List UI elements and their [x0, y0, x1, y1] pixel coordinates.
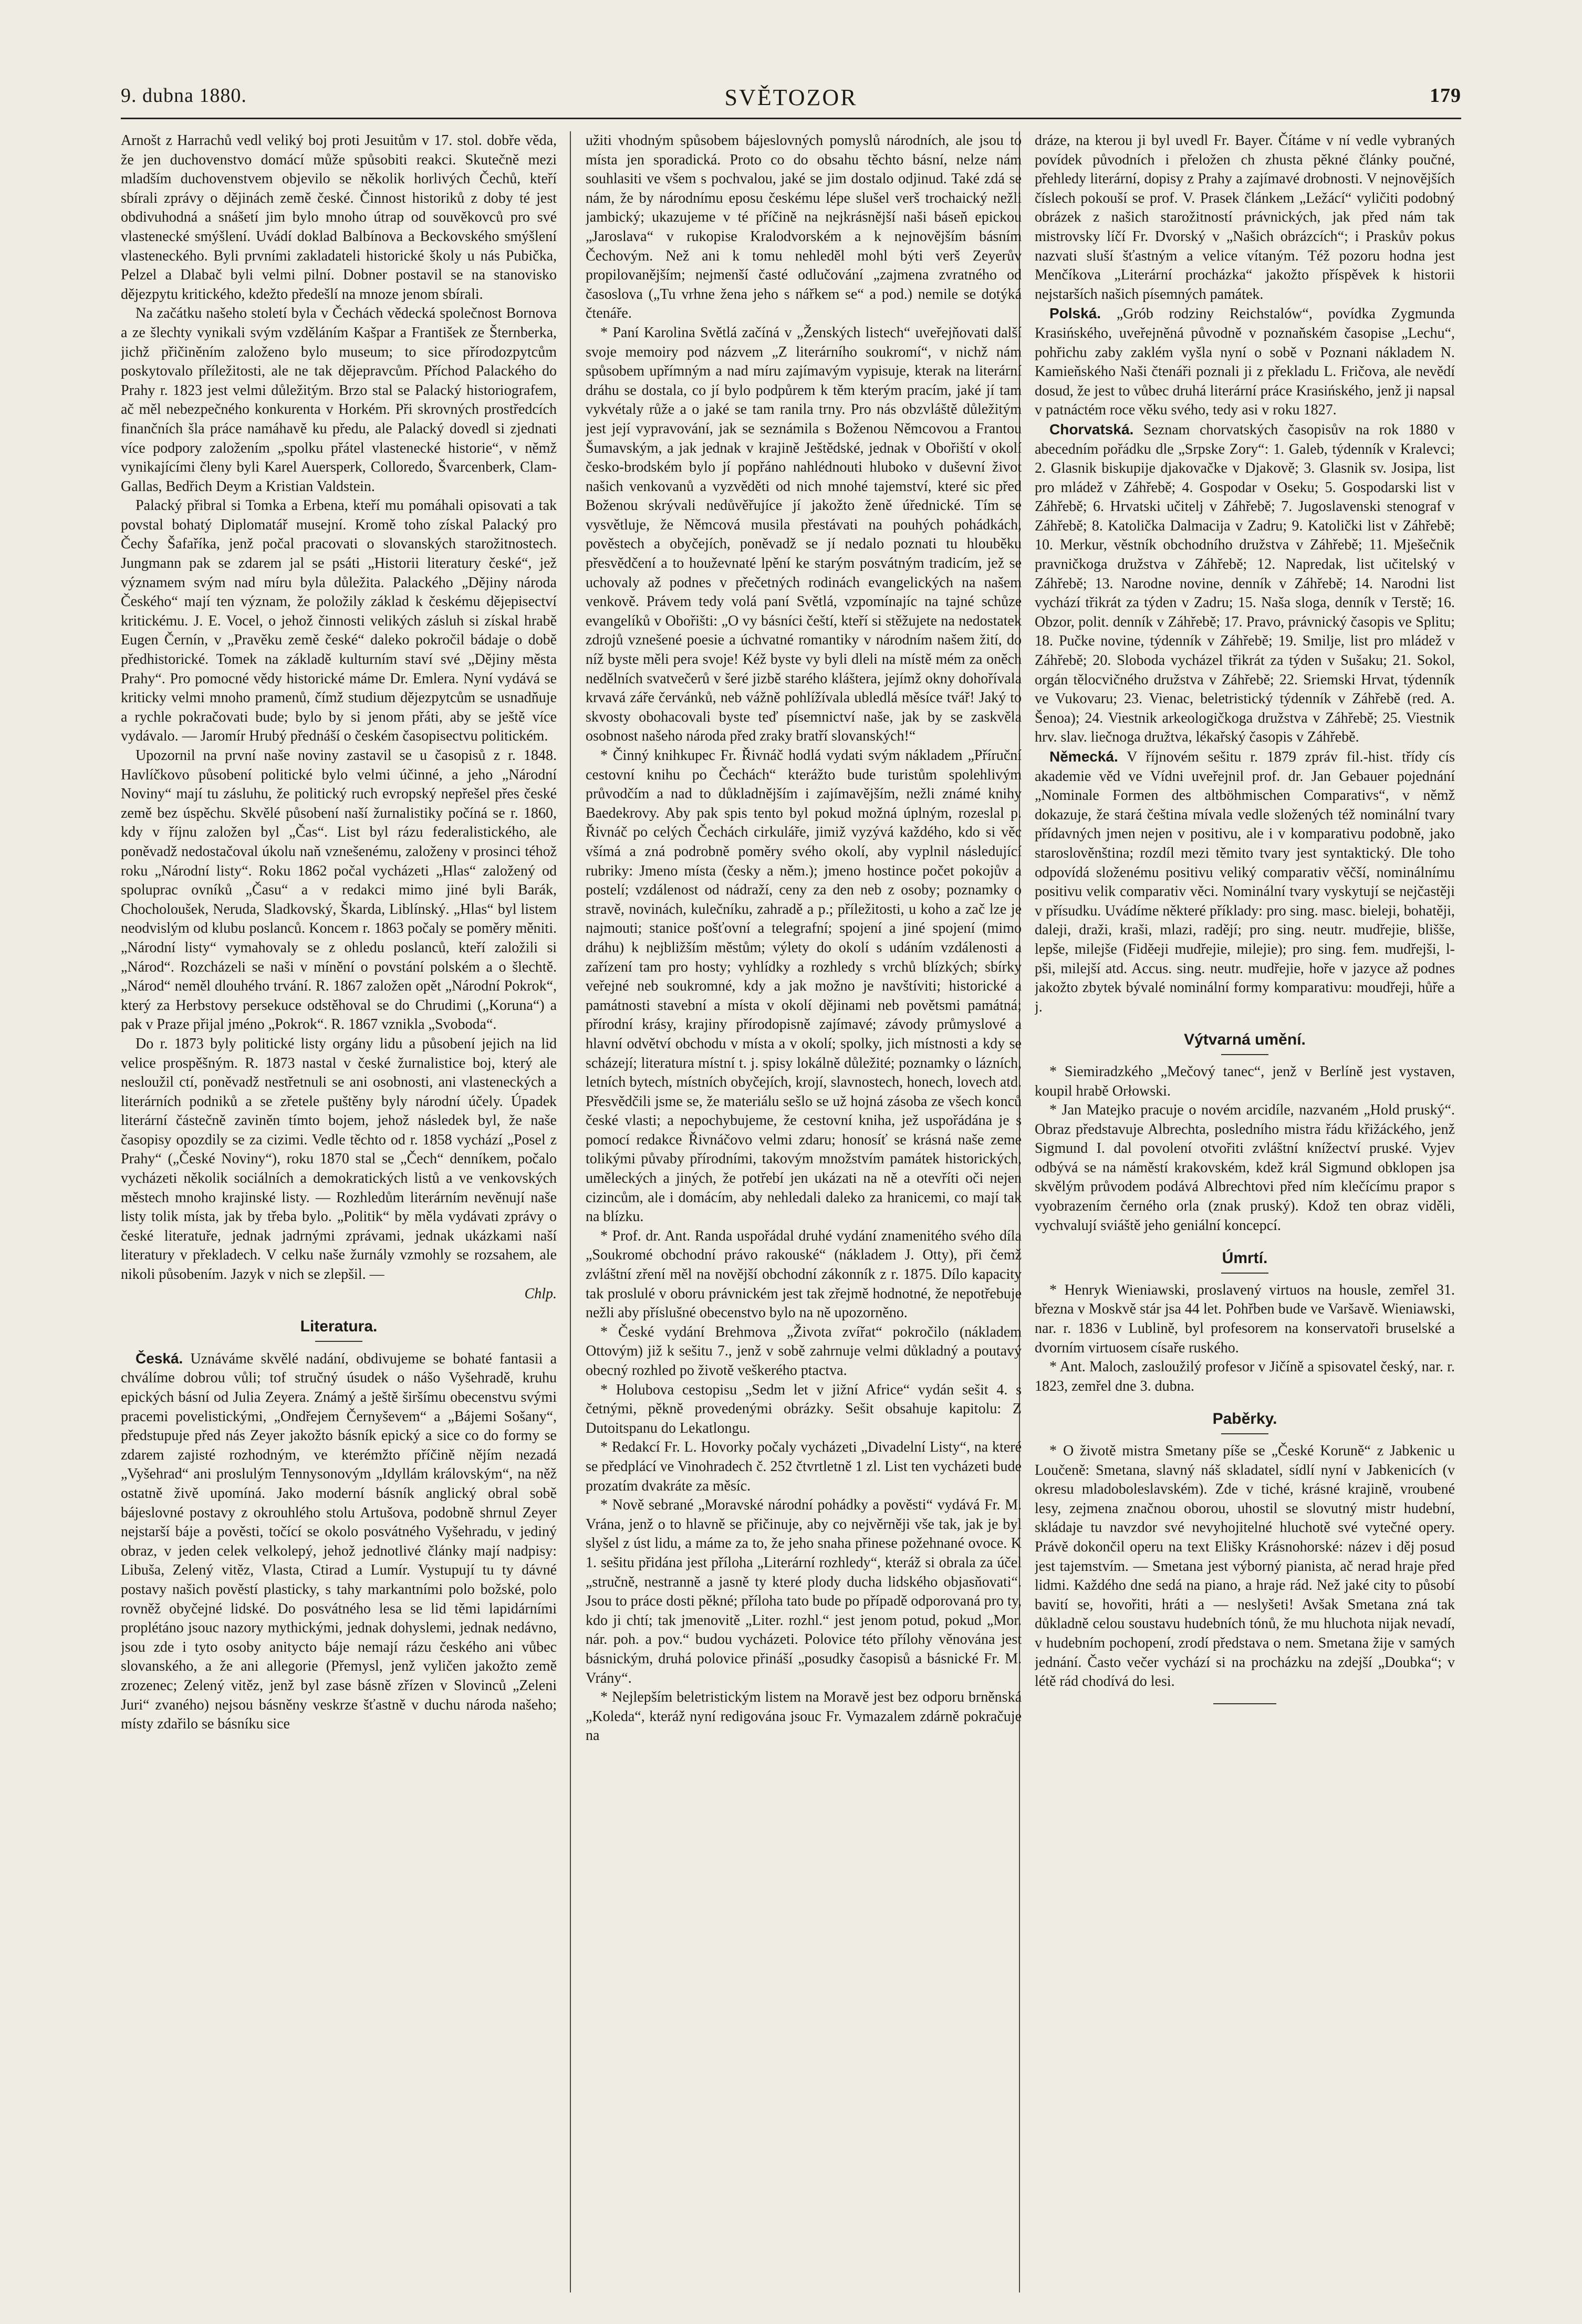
news-item: * Redakcí Fr. L. Hovorky počaly vycházeti „Divadelní Listy“, na které se předplácí ve Vinohradech č. 252 čtvrtletně 1 zl. List ten vycházeti bude prozatím dvakráte za měsíc. — [586, 1439, 1022, 1494]
subsection-lead-ceska: Česká. — [136, 1350, 183, 1367]
news-item: V říjnovém sešitu r. 1879 zpráv fil.-hist. třídy cís akademie věd ve Vídni uveřejnil prof. dr. Jan Gebauer pojednání „Nominale Formen des altböhmischen Comparativs“, v němž dokazuje, že stará čeština mívala vedle složených též nominální tvary přídavných jmen nejen v positivu, ale i v komparativu podobně, jako staroslověnština; rozdíl mezi těmito tvary jest syntaktický. Dle toho odpovídá složenému positivu veliký comparativ věčší, nominálnímu positivu velik comparativ věci. Nominální tvary vyskytují se nejčastěji v přísudku. Uvádíme některé příklady: pro sing. masc. bieleji, bohatěji, daleji, draži, kraši, mlazi, radějí; pro sing. neutr. mudřejie, blišše, lepše, milejše (Fiděeji mudřejie, milejie); pro sing. fem. mudřejši, l-pši, milejší atd. Accus. sing. neutr. mudřejie, hoře v jazyce až podnes jakožto zbytek bývalé nominální formy komparativu: moudřeji, hůře a j. — [1035, 749, 1455, 1015]
news-item: „Grób rodziny Reichstalów“, povídka Zygmunda Krasińského, uveřejněná původně v poznaňském časopise „Lechu“, pohřichu zaby zaklém vyšla nyní o sobě v Poznani nákladem N. Kamieňského Naši čtenáři poznali ji z překladu L. Fričova, ale nevědí dosud, že jest to vůbec druhá literární práce Krasińského, jenž ji napsal v patnáctém roce věku svého, tedy asi v roku 1827. — [1035, 306, 1455, 419]
obituary-item: * Ant. Maloch, zasloužilý profesor v Jičíně a spisovatel český, nar. r. 1823, zemřel dne 3. dubna. — [1035, 1359, 1455, 1394]
obituary-item: * Henryk Wieniawski, proslavený virtuos na housle, zemřel 31. března v Moskvě stár jsa 44 let. Pohřben bude ve Varšavě. Wieniawski, nar. r. 1836 v Lublině, byl profesorem na konservatoři bruselské a dvorním virtuosem císaře ruského. — [1035, 1281, 1455, 1356]
literature-paragraph: užiti vhodným spůsobem bájeslovných pomyslů národních, ale jsou to místa jen sporadická. Proto co do obsahu těchto básní, nelze nám souhlasiti ve všem s pochvalou, jaké se jim dostalo odjinud. Také zdá se nám, že by národnímu eposu českému lépe slušel verš trochaický nežli jambický; ukazujeme v té příčině na nejkrásnější naši báseň epickou „Jaroslava“ v rukopise Kralodvorském a k nejnovějším básním Čechovým. Než ani k tomu nehleděl mohl býti verš Zeyerův propilovanějším; nejmenší časté odlučování „zajmena zvratného od časoslova („Tu vrhne žena jeho s nářkem se“ a pod.) nemile se dotýká čtenáře. — [586, 132, 1022, 322]
section-rule — [1221, 1054, 1268, 1055]
section-rule — [315, 1341, 362, 1342]
news-item: * Činný knihkupec Fr. Řivnáč hodlá vydati svým nákladem „Příruční cestovní knihu po Čechách“ kterážto bude turistům spolehlivým průvodčím a nad to důkladnějším i zajímavějším, nežli známé knihy Baedekrovy. Aby pak spis tento byl pokud možná úplným, rozeslal p. Řivnáč po celých Čechách cirkuláře, jimiž vyzývá každého, kdo si věc všímá a zná podrobně poměry svého okolí, aby vyplnil následující rubriky: Jmeno místa (česky a něm.); jmeno hostince počet pokojův a postelí; vzdálenost od nádraží, ceny za den neb z osoby; poznamky o stravě, novinách, kulečníku, zahradě a p.; příležitosti, u koho a zač lze je najmouti; stanice pošťovní a telegrafní; spojení a jiné spojení (mimo dráhu) k nejbližším městům; výlety do okolí s udáním vzdálenosti a zařízení tam pro hosty; vyhlídky a rozhledy s vrchů blízkých; sbírky veřejné neb soukromné, kdy a jak možno je navštíviti; historické a památnosti stavební a místa v okolí dějinami neb povětsmi památná; přírodní krásy, krajiny přírodopisně zajímavé; závody průmyslové a hlavní odvětví obchodu v místa a v okolí; spolky, jich místnosti a kdy se scházejí; literatura místní t. j. spisy lokálně důležité; poznamky o lázních, letních bytech, místních obyčejích, krojí, slavnostech, honech, lovech atd. Přesvědčili jsme se, že materiálu sešlo se už hojná zásoba ze všech konců české vlasti; a nepochybujeme, že cestovní kniha, jež uspořádána je s pomocí redakce Řivnáčovo velmi zdaru; honosíť se krásná naše zeme tolikými půvaby přírodními, takovým množstvím památek historických, uměleckých a jiných, že potřebí jen ukázati na ně a otevříti oči nejen cizincům, ale i domácím, aby nehledali daleko za hranicemi, co mají tak na blízku. — [586, 747, 1022, 1225]
column-1 — [121, 131, 557, 2292]
column-2 — [586, 131, 1022, 2292]
literature-paragraph: Uznáváme skvělé nadání, obdivujeme se bohaté fantasii a chválíme dobrou vůli; tof stručný úsudek o nášo Vyšehradě, kruhu epických básní od Julia Zeyera. Známý a ještě širšímu obecenstvu svými pracemi povelistickými, „Ondřejem Černyševem“ a „Bájemi Sošany“, předstupuje před nás Zeyer jakožto básník epický a sice co do formy se zdarem zajisté rozhodným, ve kterémžto příčině nějím nezadá „Vyšehrad“ ani proslulým Tennysonovým „Idyllám královským“, na něž ostatně živě upomíná. Jako moderní básník anglický obral sobě bájeslovné postavy z okrouhlého stolu Artušova, podobně shrnul Zeyer nejstarší báje a pověsti, točící se okolo posvátného Vyšehradu, v jediný obraz, v jeden celek velkolepý, jehož jednotlivé články mají nadpisy: Libuša, Zelený vitěz, Vlasta, Ctirad a Lumír. Vystupují tu ty dávné postavy našich pověstí plasticky, s tahy markantními polo božské, polo rovněž obyčejné lidské. Do posvátného lesa se lid těmi lapidárními proplétáno jsouc nazory mythickými, jednak dohyslemi, jednak nedávno, jsou zde i tyto osoby anitycto báje nemají rázu českého ani vůbec slovanského, a že ani allegorie (Přemysl, jenž vyličen jakožto země zrozenec; Zelený vitěz, jenž byl zase básně zřízen v Slovinců „Zeleni Juri“ zvaného) nejsou básněny veskrze šťastně v duchu národa našeho; místy zdařilo se básníku sice — [121, 1350, 557, 1733]
news-item: * O životě mistra Smetany píše se „České Koruně“ z Jabkenic u Loučeně: Smetana, slavný náš skladatel, sídlí nyní v Jabkenicích (v okresu mladoboleslavském). Zde v tiché, krásné krajině, vroubené lesy, zejmena značnou oborou, uhostil se slovutný mistr hudební, skládaje tu navzdor své nevyhojitelné hluchotě své vytečné opery. Právě dokončil operu na text Elišky Krásnohorské: název i děj posud jest tajemstvím. — Smetana jest výborný pianista, ač nerad hraje před lidmi. Každého dne sedá na piano, a hraje rád. Než jaké city to působí bavití se, hovořiti, hráti a — neslyšeti! Avšak Smetana zná tak důkladně celou soustavu hudebních tónů, že mu hluchota nijak nevadí, v hudebním pochopení, zrodí představa o nem. Smetana žije v samých jednání. Často večer vychází si na procházku na zdejší „Doubka“; v létě rád chodívá do lesi. — [1035, 1443, 1455, 1690]
history-paragraph: Arnošt z Harrachů vedl veliký boj proti Jesuitům v 17. stol. dobře věda, že jen duchovenstvo domácí může spůsobiti reakci. Skutečně mezi mladším duchovenstvem objevilo se několik horlivých Čechů, kteří sbírali zprávy o dějinách země české. Činnost historiků z doby té jest obdivuhodná a snášetí jim bylo mnoho útrap od souvěkovců pro své vlastenecké smýšlení. Uvádí doklad Balbínova a Beckovského smýšlení vlasteneckého. Byli prvními zakladateli historické školy u nás Pubička, Pelzel a Dlabač byli velmi pilní. Dobner postavil se na stanovisko dějezpytu kritického, kdežto předešlí na mnoze jenom sbírali. — [121, 132, 557, 303]
journal-title: SVĚTOZOR — [724, 85, 858, 110]
page-header — [121, 74, 1461, 121]
section-rule — [1221, 1433, 1268, 1434]
news-item: * Nejlepším beletristickým listem na Moravě jest bez odporu brněnská „Koleda“, kteráž nyní redigována jsouc Fr. Vymazalem zdárně pokračuje na — [586, 1689, 1022, 1744]
issue-date: 9. dubna 1880. — [121, 85, 247, 107]
news-item: Seznam chorvatských časopisův na rok 1880 v abecedním pořádku dle „Srpske Zory“: 1. Galeb, týdenník v Kralevci; 2. Glasnik biskupije djakovačke v Djakově; 3. Glasnik sv. Josipa, list pro mládež v Záhřebě; 4. Gospodar v Oseku; 5. Gospodarski list v Záhřebě; 6. Hrvatski učitelj v Záhřebě; 7. Jugoslavenski stenograf v Záhřebě; 8. Katolička Dalmacija v Zadru; 9. Katolički list v Záhřebě; 10. Merkur, věstník obchodního družstva v Záhřebě; 11. Mješečnik pravničkoga družstva v Záhřebě; 12. Napredak, list učitelský v Záhřebě; 13. Narodne novine, denník v Záhřebě; 14. Narodni list vychází třikrát za týden v Zadru; 15. Naša sloga, denník v Terstě; 16. Obzor, polit. denník v Záhřebě; 17. Pravo, právnický časopis ve Splitu; 18. Pučke novine, týdenník v Záhřebě; 19. Smilje, list pro mládež v Záhřebě; 20. Sloboda vycházel třikrát za týden v Sušaku; 21. Sokol, orgán tělocvičného družstva v Záhřebě; 22. Sriemski Hrvat, týdenník ve Vukovaru; 23. Vienac, beletristický týdenník v Záhřebě (red. A. Šenoa); 24. Viestnik arkeologičkoga družstva v Záhřebě; 25. Viestnik hrv. slav. liečnoga družtva, lékařský časopis v Záhřebě. — [1035, 421, 1455, 746]
news-item: * Prof. dr. Ant. Randa uspořádal druhé vydání znamenitého svého díla „Soukromé obchodní právo rakouské“ (nákladem J. Otty), při čemž zvláštní zření měl na novější obchodní zákonník z r. 1875. Dílo kapacity tak proslulé v oboru právnickém jest tak zřejmě hodnotné, že nepotřebuje nežli aby příslušné obecenstvo bylo na ně upozorněno. — [586, 1227, 1022, 1321]
section-title-paberky: Paběrky. — [1212, 1410, 1277, 1428]
column-divider-1 — [570, 131, 571, 2292]
press-paragraph: Upozornil na první naše noviny zastavil se u časopisů z r. 1848. Havlíčkovo působení politické bylo velmi účinné, a jeho „Národní Noviny“ mají tu zásluhu, že politický ruch evropský nepřešel přes české země bez úspěchu. Skvělé působení naší žurnalistiky počíná se r. 1860, kdy v říjnu založen byl „Čas“. List byl rázu federalistického, ale poněvadž nedostačoval úkolu naň vznešenému, založeny v prosinci téhož roku „Národní listy“. Roku 1862 počal vycházeti „Hlas“ založený od spoluprac ovníků „Času“ a v redakci mimo jiné byli Barák, Chocholoušek, Neruda, Sladkovský, Škarda, Liblínský. „Hlas“ byl listem neodvislým od klubu poslanců. Koncem r. 1863 počaly se poměry měniti. „Národní listy“ vymahovaly se z ohledu poslanců, kteří založili si „Národ“. Rozcházeli se naši v mínění o povstání polském a o šlechtě. „Národ“ neměl dlouhého trvání. R. 1867 založen opět „Národní Pokrok“, který za Herbstovy persekuce odstěhoval se do Chrudimi („Koruna“) a pak v Praze přijal jméno „Pokrok“. R. 1867 vznikla „Svoboda“. — [121, 747, 557, 1033]
press-paragraph: Do r. 1873 byly politické listy orgány lidu a působení jejich na lid velice prospěšným. R. 1873 nastal v české žurnalistice boj, který ale nesloužil ctí, poněvadž nestřetnuli se ani osobnosti, ani vlasteneckých a literárních podniků a se zřetele puštěny byly národní účely. Úpadek literární částečně zaviněn tímto bojem, jehož následek byl, že naše časopisy opozdily se za cizimi. Vedle těchto od r. 1858 vychází „Posel z Prahy“ („České Noviny“), roku 1870 stal se „Čech“ denníkem, počalo vycházeti několik sociálních a demokratických listů a ve venkovských městech mnoho krajinské listy. — Rozhledům literárním nevěnují naše listy tolik místa, jak by třeba bylo. „Politik“ by měla vydávati zprávy o české literatuře, jednak jadrnými zprávami, jednak ukázkami naší literatury v překladech. V celku naše žurnály vzmohly se rozsahem, ale nikoli působením. Jazyk v nich se zlepšil. — — [121, 1035, 557, 1283]
subsection-lead-nemecka: Německá. — [1049, 748, 1118, 765]
news-item: dráze, na kterou ji byl uvedl Fr. Bayer. Čítáme v ní vedle vybraných povídek původních i přeložen ch zhusta pěkné články poučné, přehledy literární, dopisy z Prahy a zajímavé drobnosti. V nejnovějších číslech pokouší se prof. V. Prasek článkem „Ležácí“ vyličiti podobný obrázek z našich starožitností právnických, jak před nám tak mistrovsky líčí Fr. Dvorský v „Našich obrázcích“; i Praskův pokus nazvati sluší šťastným a velice vítaným. Též pozoru hodna jest Menčíkova „Literární procházka“ jakožto příspěvek k historii nejstarších našich písemných památek. — [1035, 132, 1455, 303]
news-item: * Holubova cestopisu „Sedm let v jižní Africe“ vydán sešit 4. s četnými, pěkně provedenými obrázky. Sešit obsahuje kapitolu: Z Dutoitspanu do Lekatlongu. — [586, 1381, 1022, 1436]
column-3 — [1035, 131, 1455, 2292]
section-title-vytvarna-umeni: Výtvarná umění. — [1184, 1031, 1306, 1049]
section-rule — [1221, 1273, 1268, 1274]
section-title-literatura: Literatura. — [300, 1318, 378, 1336]
end-rule — [1213, 1703, 1276, 1704]
subsection-lead-chorvatska: Chorvatská. — [1049, 421, 1134, 437]
news-item: * České vydání Brehmova „Života zvířat“ pokročilo (nákladem Ottovým) již k sešitu 7., jenž v sobě zahrnuje velmi důkladný a poutavý obecný rozhled po životě veškerého ptactva. — [586, 1323, 1022, 1379]
subsection-lead-polska: Polská. — [1049, 305, 1101, 322]
history-paragraph: Na začátku našeho století byla v Čechách vědecká společnost Bornova a ze šlechty vynikali svým vzděláním Kašpar a František ze Šternberka, jichž přičiněním založeno bylo museum; to sice přírodozpytcům poskytovalo příležitosti, ale ne tak dějepravcům. Příchod Palackého do Prahy r. 1823 jest velmi důležitým. Brzo stal se Palacký historiografem, ač měl nebezpečného konkurenta v Horkém. Při skrovných prostředcích finančních šla práce namáhavě ku předu, ale Palacký dovedl si zjednati více podpory založením „spolku přátel vlastenecké historie“, v němž vynikajícími členy byli Karel Auersperk, Colloredo, Švarcenberk, Clam-Gallas, Bedřich Deym a Kristian Valdstein. — [121, 305, 557, 495]
page-number: 179 — [1430, 85, 1461, 107]
news-item: * Jan Matejko pracuje o novém arcidíle, nazvaném „Hold pruský“. Obraz představuje Albrechta, posledního mistra řádu křižáckého, jenž Sigmund I. dal povolení otvořiti zvláštní knížectví pruské. Vyjev odbývá se na náměstí krakovském, kdež král Sigmund obklopen jsa skvělým průvodem podává Albrechtovi před ním klečícímu prapor s vyobrazením černého orla (znak pruský). Kdož ten obraz viděli, vychvalují sviáště jeho geniální koncepcí. — [1035, 1102, 1455, 1234]
news-item: * Siemiradzkého „Mečový tanec“, jenž v Berlíně jest vystaven, koupil hrabě Orłowski. — [1035, 1063, 1455, 1099]
header-rule — [121, 118, 1461, 119]
news-item: * Paní Karolina Světlá začíná v „Ženských listech“ uveřejňovati další svoje memoiry pod názvem „Z literárního soukromí“, v nichž nám spůsobem upřímným a nad míru zajímavým vypisuje, kterak na literární dráhu se dostala, co jí bylo podpůrem k těm kterým pracím, jaké jí tam vykvétaly růže a o jaké se tam ranila trny. Pro nás obzvláště důležitým jest její vypravování, jak se seznámila s Boženou Němcovou a Frantou Šumavským, a jak jednak v krajině Ještědské, jednak v Obořiští v okolí česko-brodském bylo jí popřáno nahlédnouti hluboko v duševní život našich venkovanů a vyzvěděti od nich mnohé tajemství, které sic před Boženou skrývali nedůvěřujíce jí jakožto ženě úřednické. Tím se vysvětluje, že Němcová musila přestávati na pouhých pohádkách, pověstech a obyčejích, poněvadž se jí nedalo poznati tu hlouběku přesvědčení a to houževnaté lpění ke starým posvátným tradicím, jež se uchovaly až podnes v přečetných rodinách evangelických na našem venkově. Právem tedy volá paní Světlá, vzpomínajíc na tajné schůze evangelíků v Obořišti: „O vy básníci čeští, kteří si stěžujete na nedostatek zdrojů vznešené poesie a úchvatné romantiky v národním našem žití, do níž byste měli pera svoje! Kéž byste vy byli dleli na místě mém za oněch nedělních svatvečerů v šeré jizbě starého kláštera, jejímž okny dohořívala krvavá záře červánků, neb vážně pohlížívala ubledlá měsíce tvář! Jaký to skvosty obohacovali byste teď písemnictví naše, jak by se zaskvěla osobnost našeho národa před zraky bratří slovanských!“ — [586, 324, 1022, 745]
news-item: * Nově sebrané „Moravské národní pohádky a pověsti“ vydává Fr. M. Vrána, jenž o to hlavně se přičinuje, aby co nejvěrněji vše tak, jak je byl slyšel z úst lidu, a máme za to, že jeho snaha přinese požehnané ovoce. K 1. sešitu přidána jest příloha „Literární rozhledy“, kteráž si obrala za účel „stručně, nestranně a jasně ty které plody ducha lidského objasňovati“. Jsou to práce dosti pěkné; příloha tato bude po případě odporovaná pro ty, kdo ji chtí; tak jmenovitě „Liter. rozhl.“ jest jenom potud, pokud „Mor. nár. poh. a pov.“ budou vycházeti. Polovice této přílohy věnována jest básnickým, druhá polovice přináší „posudky časopisů a básnické Fr. M. Vrány“. — [586, 1497, 1022, 1686]
section-title-umrti: Úmrtí. — [1222, 1249, 1268, 1267]
author-signature: Chlp. — [524, 1285, 557, 1302]
history-paragraph: Palacký přibral si Tomka a Erbena, kteří mu pomáhali opisovati a tak povstal bohatý Diplomatář musejní. Kromě toho získal Palacký pro Čechy Šafaříka, jenž počal pracovati o slovanských starožitnostech. Jungmann pak se zdarem jal se psáti „Historii literatury české“, jež významem svým nad míru byla důležita. Palackého „Dějiny národa Českého“ mají ten význam, že položily základ k českému dějepisectví kritickému. J. E. Vocel, o jehož činnosti velikých zásluh si získal hrabě Eugen Černín, v „Pravěku země české“ daleko pokročil bádaje o době předhistorické. Tomek na základě kulturním staví své „Dějiny města Prahy“. Pro pomocné vědy historické máme Dr. Emlera. Nyní vydává se kriticky velmi mnoho pramenů, čímž studium dějezpytcům se usnadňuje a rychle pokračovati bude; bylo by si jenom přáti, aby se ještě více vydávalo. — Jaromír Hrubý přednáší o českém časopisectvu politickém. — [121, 497, 557, 745]
